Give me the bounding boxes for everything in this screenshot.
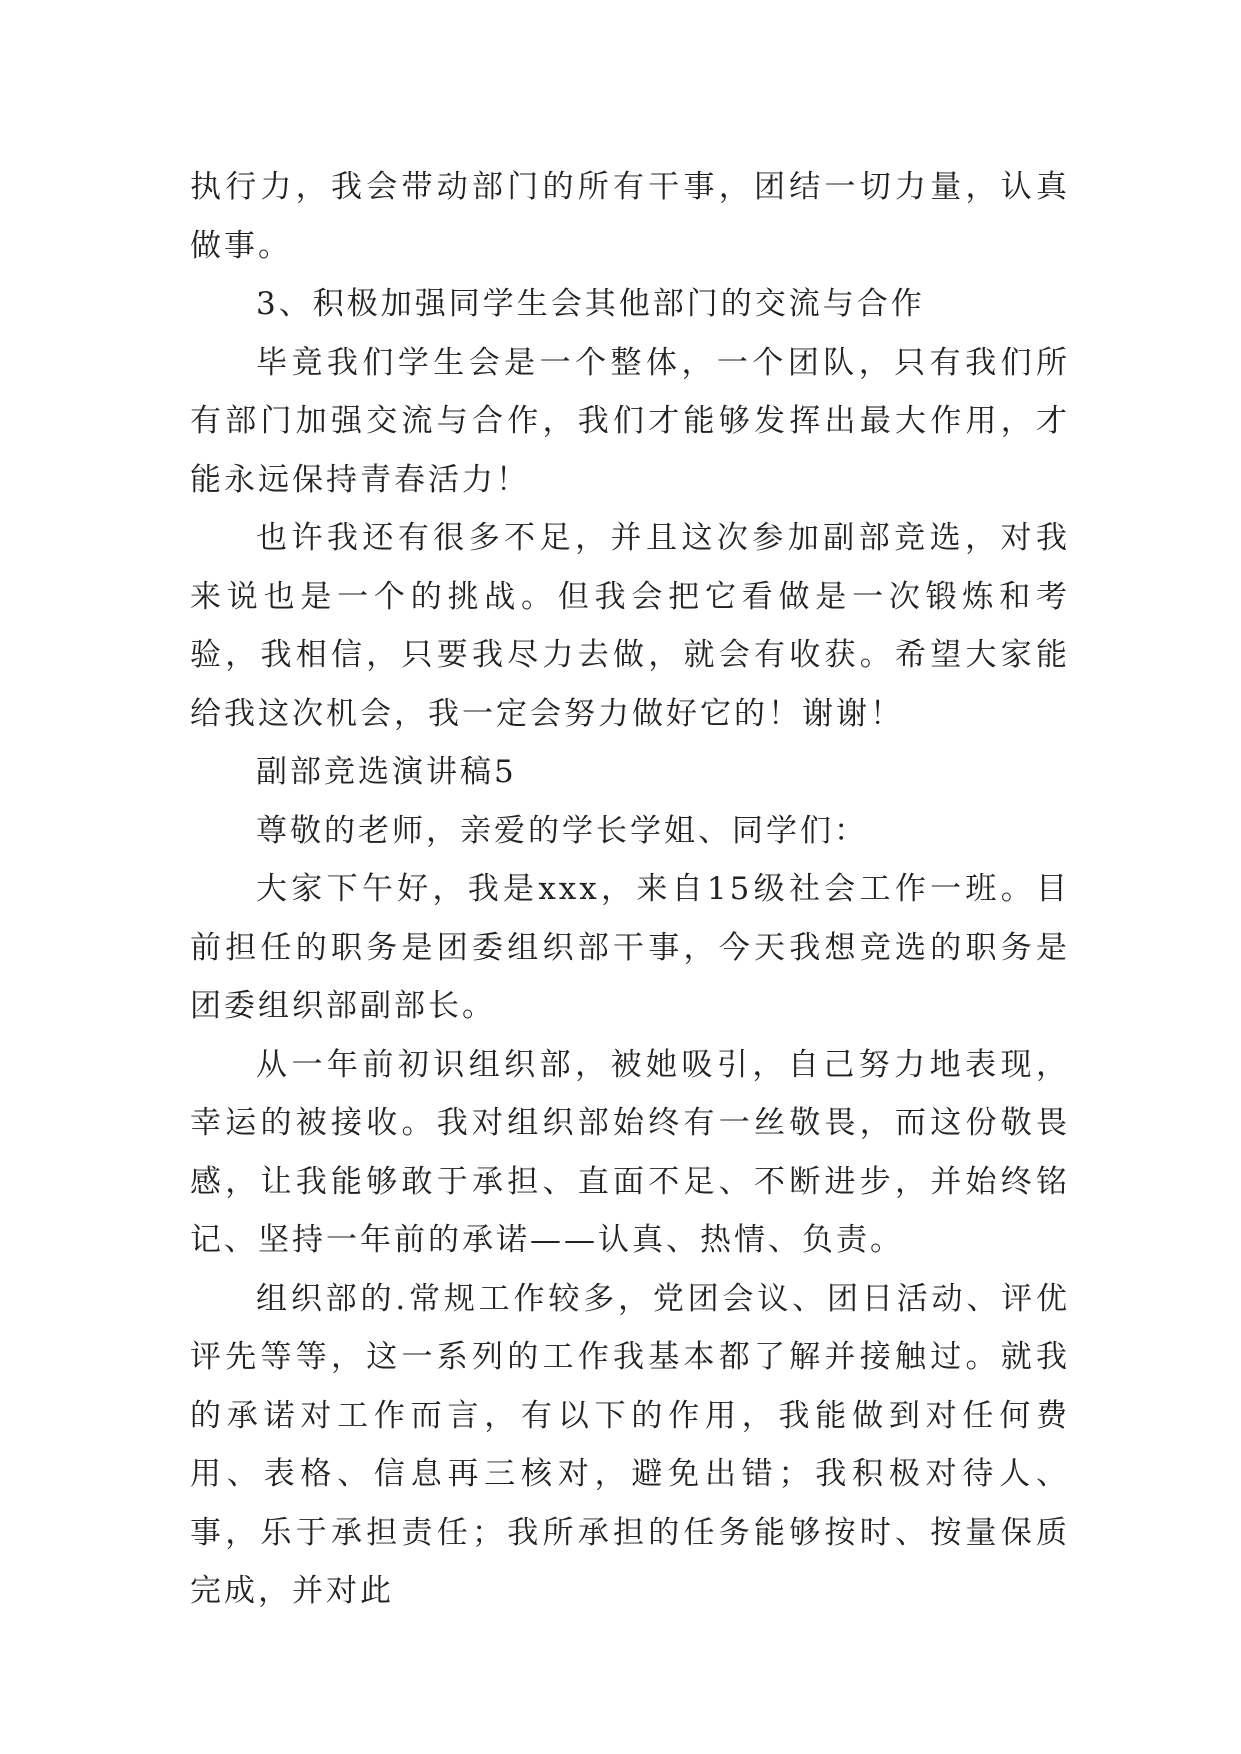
paragraph: 毕竟我们学生会是一个整体，一个团队，只有我们所有部门加强交流与合作，我们才能够发挥出最大作用，才能永远保持青春活力！ xyxy=(190,344,1070,498)
paragraph: 组织部的.常规工作较多，党团会议、团日活动、评优评先等等，这一系列的工作我基本都了解并接触过。就我的承诺对工作而言，有以下的作用，我能做到对任何费用、表格、信息再三核对，避免出错；我积极对待人、事，乐于承担责任；我所承担的任务能够按时、按量保质完成，并对此 xyxy=(190,1280,1070,1609)
document-page xyxy=(190,158,1070,1621)
paragraph: 也许我还有很多不足，并且这次参加副部竞选，对我来说也是一个的挑战。但我会把它看做是一次锻炼和考验，我相信，只要我尽力去做，就会有收获。希望大家能给我这次机会，我一定会努力做好它的！谢谢！ xyxy=(190,520,1070,732)
section-heading: 副部竞选演讲稿5 xyxy=(256,754,517,790)
paragraph: 执行力，我会带动部门的所有干事，团结一切力量，认真做事。 xyxy=(190,169,1070,264)
paragraph: 3、积极加强同学生会其他部门的交流与合作 xyxy=(256,286,925,322)
paragraph: 大家下午好，我是xxx，来自15级社会工作一班。目前担任的职务是团委组织部干事，今天我想竞选的职务是团委组织部副部长。 xyxy=(190,871,1070,1024)
paragraph: 从一年前初识组织部，被她吸引，自己努力地表现，幸运的被接收。我对组织部始终有一丝敬畏，而这份敬畏感，让我能够敢于承担、直面不足、不断进步，并始终铭记、坚持一年前的承诺——认真、热情、负责。 xyxy=(190,1046,1070,1258)
salutation: 尊敬的老师，亲爱的学长学姐、同学们： xyxy=(256,812,868,849)
